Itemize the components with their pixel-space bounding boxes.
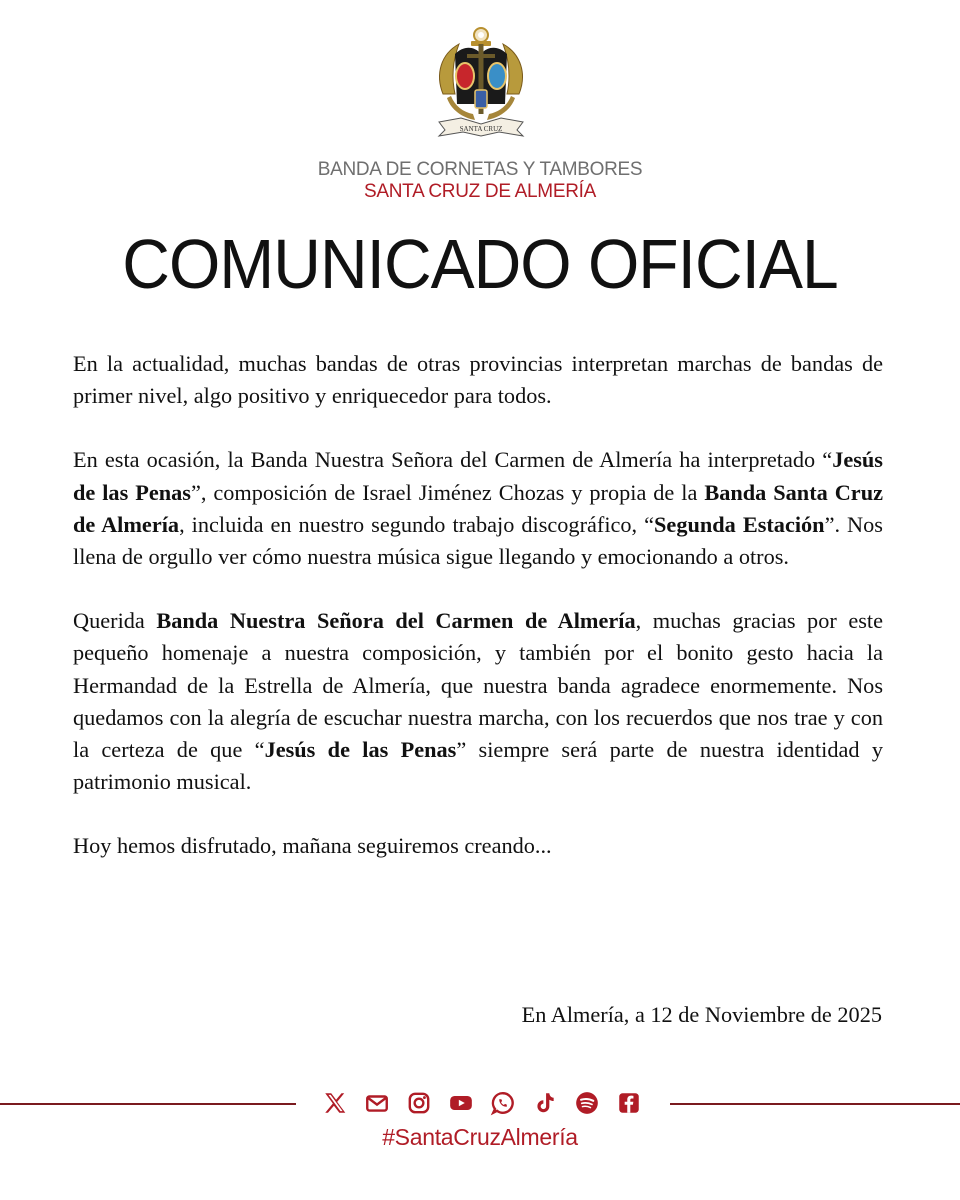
org-name-line1: BANDA DE CORNETAS Y TAMBORES: [317, 159, 643, 180]
org-name-line2: SANTA CRUZ DE ALMERÍA: [364, 181, 596, 202]
whatsapp-icon[interactable]: [490, 1090, 516, 1116]
footer-divider-right: [670, 1103, 960, 1105]
bold-emphasis: Banda Santa Cruz de Almería: [73, 479, 884, 537]
svg-text:SANTA CRUZ: SANTA CRUZ: [459, 125, 503, 133]
email-icon[interactable]: [364, 1090, 390, 1116]
bold-emphasis: Jesús de las Penas: [264, 737, 457, 763]
paragraph-2: En esta ocasión, la Banda Nuestra Señora del Carmen de Almería ha interpretado “Jesús de las Penas”, composición de Israel Jiménez Chozas y propia de la Banda Santa Cruz de Almería, incluida en nuestro segundo trabajo discográfico, “Segunda Estación”. Nos llena de orgullo ver cómo nuestra música sigue llegando y emocionando a otros.: [73, 447, 884, 570]
bold-emphasis: Segunda Estación: [654, 511, 825, 537]
instagram-icon[interactable]: [406, 1090, 432, 1116]
x-icon[interactable]: [322, 1090, 348, 1116]
facebook-icon[interactable]: [616, 1090, 642, 1116]
tiktok-icon[interactable]: [532, 1090, 558, 1116]
crest-icon: [433, 24, 529, 140]
paragraph-1: En la actualidad, muchas bandas de otras provincias interpretan marchas de bandas de primer nivel, algo positivo y enriquecedor para todos.: [73, 351, 883, 409]
social-icons: [322, 1086, 642, 1120]
hashtag[interactable]: #SantaCruzAlmería: [382, 1124, 578, 1150]
page-title: COMUNICADO OFICIAL: [122, 225, 838, 303]
statement-body: [73, 348, 883, 895]
youtube-icon[interactable]: [448, 1090, 474, 1116]
bold-emphasis: Banda Nuestra Señora del Carmen de Almería: [156, 608, 636, 634]
spotify-icon[interactable]: [574, 1090, 600, 1116]
bold-emphasis: Jesús de las Penas: [73, 447, 883, 505]
date-line: En Almería, a 12 de Noviembre de 2025: [521, 1002, 882, 1027]
paragraph-4: Hoy hemos disfrutado, mañana seguiremos creando...: [73, 833, 552, 859]
footer-divider-left: [0, 1103, 296, 1105]
paragraph-3: Querida Banda Nuestra Señora del Carmen de Almería, muchas gracias por este pequeño homenaje a nuestra composición, y también por el bonito gesto hacia la Hermandad de la Estrella de Almería, que nuestra banda agradece enormemente. Nos quedamos con la alegría de escuchar nuestra marcha, con los recuerdos que nos trae y con la certeza de que “Jesús de las Penas” siempre será parte de nuestra identidad y patrimonio musical.: [73, 608, 883, 795]
